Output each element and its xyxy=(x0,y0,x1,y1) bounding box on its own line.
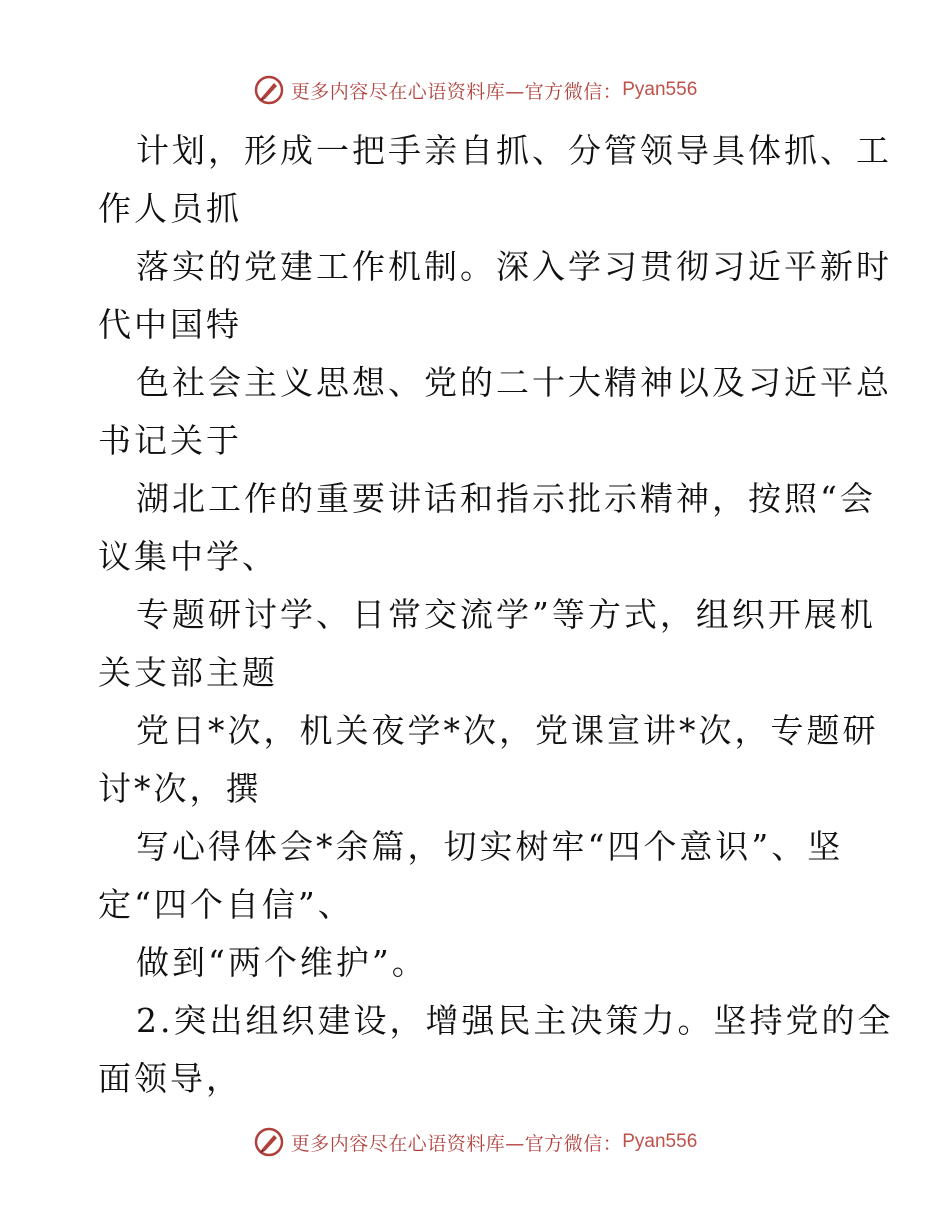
watermark-text: 更多内容尽在心语资料库—官方微信： xyxy=(290,80,623,103)
text-line: 议集中学、 xyxy=(98,537,278,576)
text-line: 计划，形成一把手亲自抓、分管领导具体抓、工 xyxy=(136,131,892,170)
document-body xyxy=(98,122,894,1108)
text-line: 2.突出组织建设，增强民主决策力。坚持党的全 xyxy=(136,1001,894,1040)
text-line: 专题研讨学、日常交流学”等方式，组织开展机 xyxy=(136,595,876,634)
text-line: 湖北工作的重要讲话和指示批示精神，按照“会 xyxy=(136,479,876,518)
text-line: 做到“两个维护”。 xyxy=(136,943,428,982)
watermark-text: 更多内容尽在心语资料库—官方微信： xyxy=(290,1132,623,1155)
text-line: 写心得体会*余篇，切实树牢“四个意识”、坚 xyxy=(136,827,844,866)
pen-logo-icon xyxy=(253,74,285,106)
text-line: 关支部主题 xyxy=(98,653,278,692)
text-line: 面领导， xyxy=(98,1059,242,1098)
header-watermark xyxy=(0,74,950,106)
watermark-wechat-id: Pyan556 xyxy=(622,1131,698,1152)
footer-watermark xyxy=(0,1126,950,1158)
text-line: 党日*次，机关夜学*次，党课宣讲*次，专题研 xyxy=(136,711,879,750)
text-line: 作人员抓 xyxy=(98,189,242,228)
pen-logo-icon xyxy=(253,1126,285,1158)
watermark-wechat-id: Pyan556 xyxy=(622,79,698,100)
text-line: 讨*次，撰 xyxy=(98,769,262,808)
text-line: 代中国特 xyxy=(98,305,242,344)
text-line: 色社会主义思想、党的二十大精神以及习近平总 xyxy=(136,363,892,402)
text-line: 书记关于 xyxy=(98,421,242,460)
text-line: 落实的党建工作机制。深入学习贯彻习近平新时 xyxy=(136,247,892,286)
text-line: 定“四个自信”、 xyxy=(98,885,354,924)
